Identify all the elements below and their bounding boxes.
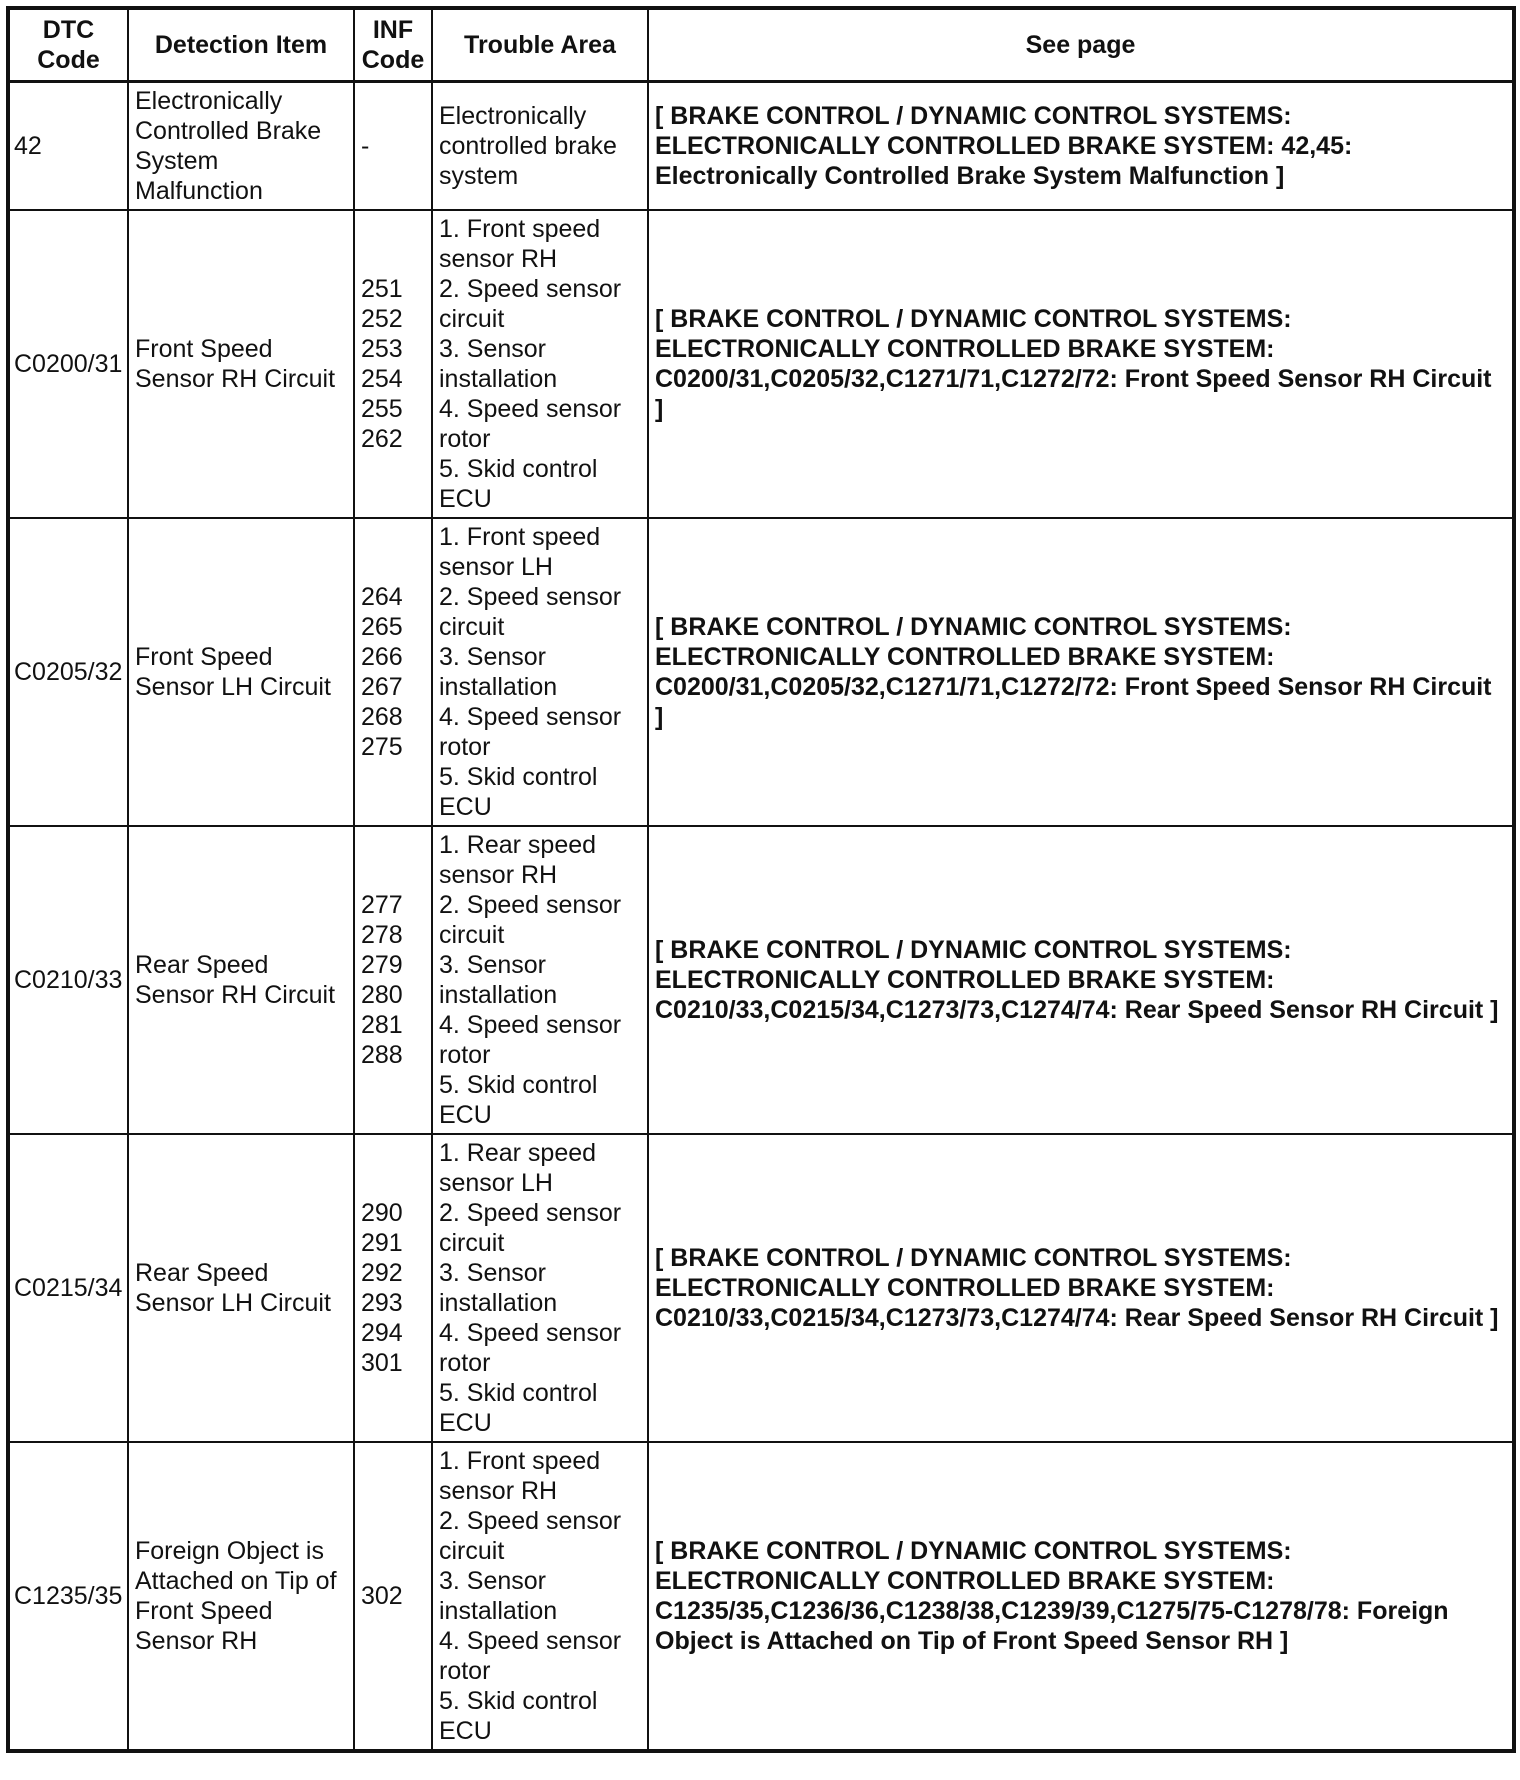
table-row — [8, 826, 1514, 1134]
table-header — [8, 8, 1514, 82]
detection-item-cell: Rear Speed Sensor RH Circuit — [128, 826, 354, 1134]
inf-code-cell: - — [354, 82, 432, 211]
table-row — [8, 210, 1514, 518]
see-page-link[interactable]: [ BRAKE CONTROL / DYNAMIC CONTROL SYSTEMS: ELECTRONICALLY CONTROLLED BRAKE SYSTEM: 42,45: Electronically Controlled Brake System Malfunction ] — [648, 82, 1514, 211]
trouble-area-cell: 1. Rear speed sensor RH 2. Speed sensor circuit 3. Sensor installation 4. Speed sensor rotor 5. Skid control ECU — [432, 826, 648, 1134]
dtc-code-cell: C0210/33 — [8, 826, 128, 1134]
table-row — [8, 82, 1514, 211]
column-header-dtc-code: DTC Code — [8, 8, 128, 82]
inf-code-cell: 302 — [354, 1442, 432, 1751]
see-page-link[interactable]: [ BRAKE CONTROL / DYNAMIC CONTROL SYSTEMS: ELECTRONICALLY CONTROLLED BRAKE SYSTEM: C0210/33,C0215/34,C1273/73,C1274/74: Rear Speed Sensor RH Circuit ] — [648, 826, 1514, 1134]
see-page-link[interactable]: [ BRAKE CONTROL / DYNAMIC CONTROL SYSTEMS: ELECTRONICALLY CONTROLLED BRAKE SYSTEM: C1235/35,C1236/36,C1238/38,C1239/39,C1275/75-C1278/78: Foreign Object is Attached on Tip of Front Speed Sensor RH ] — [648, 1442, 1514, 1751]
detection-item-cell: Electronically Controlled Brake System Malfunction — [128, 82, 354, 211]
trouble-area-cell: Electronically controlled brake system — [432, 82, 648, 211]
column-header-inf-code: INF Code — [354, 8, 432, 82]
column-header-see-page: See page — [648, 8, 1514, 82]
table-body — [8, 82, 1514, 1752]
inf-code-cell: 290 291 292 293 294 301 — [354, 1134, 432, 1442]
dtc-code-cell: C0200/31 — [8, 210, 128, 518]
header-row — [8, 8, 1514, 82]
table-row — [8, 1134, 1514, 1442]
dtc-code-cell: C1235/35 — [8, 1442, 128, 1751]
detection-item-cell: Front Speed Sensor RH Circuit — [128, 210, 354, 518]
inf-code-cell: 277 278 279 280 281 288 — [354, 826, 432, 1134]
trouble-area-cell: 1. Front speed sensor RH 2. Speed sensor circuit 3. Sensor installation 4. Speed sensor rotor 5. Skid control ECU — [432, 210, 648, 518]
dtc-code-cell: C0215/34 — [8, 1134, 128, 1442]
inf-code-cell: 251 252 253 254 255 262 — [354, 210, 432, 518]
dtc-table — [6, 6, 1516, 1753]
column-header-trouble-area: Trouble Area — [432, 8, 648, 82]
see-page-link[interactable]: [ BRAKE CONTROL / DYNAMIC CONTROL SYSTEMS: ELECTRONICALLY CONTROLLED BRAKE SYSTEM: C0210/33,C0215/34,C1273/73,C1274/74: Rear Speed Sensor RH Circuit ] — [648, 1134, 1514, 1442]
inf-code-cell: 264 265 266 267 268 275 — [354, 518, 432, 826]
trouble-area-cell: 1. Front speed sensor RH 2. Speed sensor circuit 3. Sensor installation 4. Speed sensor rotor 5. Skid control ECU — [432, 1442, 648, 1751]
dtc-code-cell: 42 — [8, 82, 128, 211]
detection-item-cell: Front Speed Sensor LH Circuit — [128, 518, 354, 826]
see-page-link[interactable]: [ BRAKE CONTROL / DYNAMIC CONTROL SYSTEMS: ELECTRONICALLY CONTROLLED BRAKE SYSTEM: C0200/31,C0205/32,C1271/71,C1272/72: Front Speed Sensor RH Circuit ] — [648, 210, 1514, 518]
trouble-area-cell: 1. Front speed sensor LH 2. Speed sensor circuit 3. Sensor installation 4. Speed sensor rotor 5. Skid control ECU — [432, 518, 648, 826]
see-page-link[interactable]: [ BRAKE CONTROL / DYNAMIC CONTROL SYSTEMS: ELECTRONICALLY CONTROLLED BRAKE SYSTEM: C0200/31,C0205/32,C1271/71,C1272/72: Front Speed Sensor RH Circuit ] — [648, 518, 1514, 826]
table-row — [8, 518, 1514, 826]
table-row — [8, 1442, 1514, 1751]
detection-item-cell: Foreign Object is Attached on Tip of Front Speed Sensor RH — [128, 1442, 354, 1751]
trouble-area-cell: 1. Rear speed sensor LH 2. Speed sensor circuit 3. Sensor installation 4. Speed sensor rotor 5. Skid control ECU — [432, 1134, 648, 1442]
dtc-code-cell: C0205/32 — [8, 518, 128, 826]
column-header-detection-item: Detection Item — [128, 8, 354, 82]
detection-item-cell: Rear Speed Sensor LH Circuit — [128, 1134, 354, 1442]
